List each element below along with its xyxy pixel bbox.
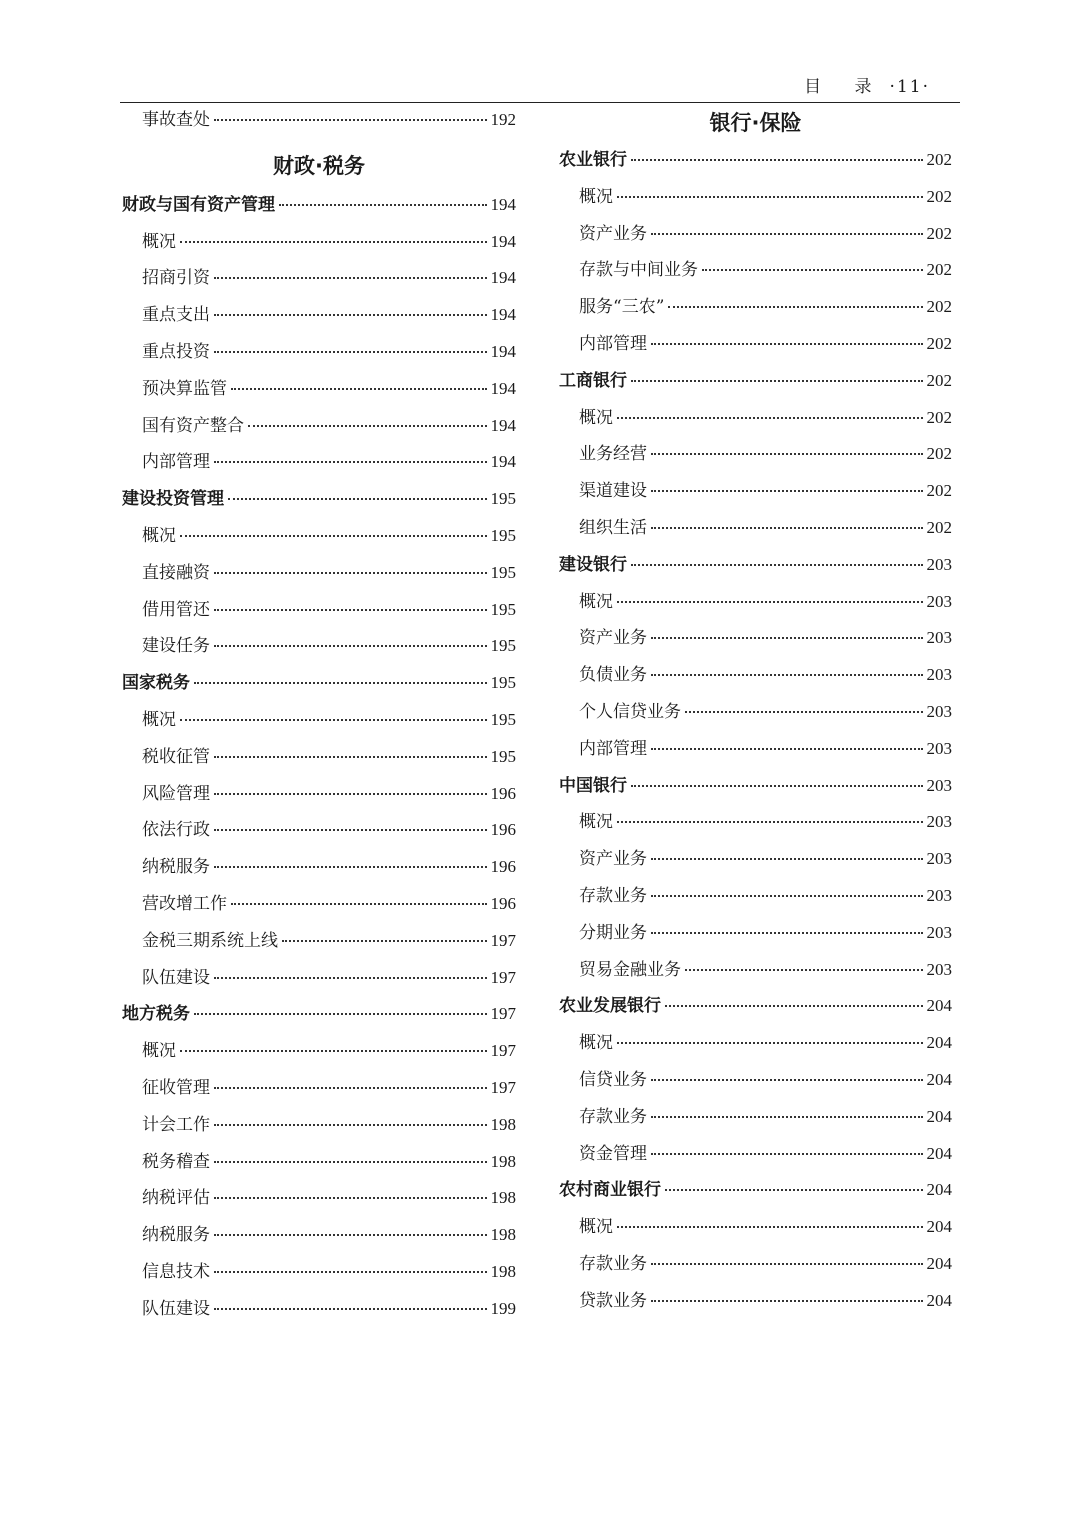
toc-entry-label: 税务稽查 — [142, 1151, 210, 1172]
dot-leader — [651, 636, 923, 639]
dot-leader — [651, 232, 923, 235]
toc-entry-page: 202 — [926, 223, 952, 243]
dot-leader — [631, 379, 923, 382]
toc-entry-label: 建设银行 — [559, 554, 627, 575]
toc-sub-entry[interactable] — [122, 334, 516, 371]
toc-entry-label: 农业发展银行 — [559, 996, 661, 1017]
toc-entry-page: 203 — [926, 849, 952, 869]
dot-leader — [617, 416, 923, 419]
toc-entry-label: 概况 — [579, 407, 613, 428]
dot-leader — [665, 1004, 923, 1007]
toc-entry-label: 风险管理 — [142, 783, 210, 804]
dot-leader — [214, 276, 487, 279]
dot-leader — [214, 1196, 487, 1199]
dot-leader — [214, 828, 487, 831]
toc-entry-page: 194 — [490, 341, 516, 361]
toc-entry-page: 194 — [490, 415, 516, 435]
toc-entry-page: 202 — [926, 260, 952, 280]
toc-sub-entry[interactable] — [122, 518, 516, 555]
toc-sub-entry[interactable] — [559, 510, 952, 547]
toc-sub-entry[interactable] — [122, 371, 516, 408]
toc-entry-page: 202 — [926, 150, 952, 169]
dot-leader — [279, 203, 487, 206]
toc-sub-entry[interactable] — [122, 923, 516, 960]
toc-sub-entry[interactable] — [122, 1033, 516, 1070]
toc-entry-label: 概况 — [579, 1217, 613, 1238]
toc-entry-page: 202 — [926, 444, 952, 464]
toc-entry-page: 194 — [490, 231, 516, 251]
dot-leader — [214, 1086, 487, 1089]
toc-sub-entry[interactable] — [122, 1107, 516, 1144]
toc-entry-page: 195 — [490, 673, 516, 693]
toc-entry-label: 渠道建设 — [579, 481, 647, 502]
toc-entry-page: 202 — [926, 186, 952, 206]
toc-entry-page: 198 — [490, 1225, 516, 1245]
toc-entry-page: 202 — [926, 481, 952, 501]
toc-entry-page: 194 — [490, 194, 516, 214]
toc-entry-label: 预决算监管 — [142, 378, 227, 399]
toc-sub-entry[interactable] — [122, 776, 516, 813]
dot-leader — [248, 424, 487, 427]
dot-leader — [631, 158, 923, 161]
dot-leader — [651, 1299, 923, 1302]
toc-sub-entry[interactable] — [122, 444, 516, 481]
dot-leader — [685, 968, 923, 971]
dot-leader — [214, 1123, 487, 1126]
toc-entry-label: 贷款业务 — [579, 1290, 647, 1311]
toc-entry-label: 概况 — [142, 525, 176, 546]
toc-entry-page: 196 — [490, 783, 516, 803]
toc-sub-entry[interactable] — [559, 878, 952, 915]
toc-sub-entry[interactable] — [559, 620, 952, 657]
dot-leader — [214, 1270, 487, 1273]
toc-entry-label: 征收管理 — [142, 1077, 210, 1098]
dot-leader — [651, 489, 923, 492]
toc-entry-page: 198 — [490, 1188, 516, 1208]
dot-leader — [651, 342, 923, 345]
toc-entry-label: 纳税服务 — [142, 1225, 210, 1246]
dot-leader — [214, 460, 487, 463]
dot-leader — [180, 240, 487, 243]
dot-leader — [651, 1078, 923, 1081]
toc-sub-entry[interactable] — [559, 436, 952, 473]
dot-leader — [631, 784, 923, 787]
toc-entry-label: 组织生活 — [579, 517, 647, 538]
toc-entry-page: 197 — [490, 1004, 516, 1024]
toc-sub-entry[interactable] — [122, 1291, 516, 1328]
dot-leader — [228, 497, 487, 500]
toc-sub-entry[interactable] — [559, 216, 952, 253]
toc-entry-label: 概况 — [579, 591, 613, 612]
toc-entry-page: 204 — [926, 1253, 952, 1273]
section-title-bank-insurance: 银行·保险 — [709, 111, 802, 135]
toc-entry-label: 资金管理 — [579, 1143, 647, 1164]
dot-leader — [651, 857, 923, 860]
toc-entry-label: 分期业务 — [579, 922, 647, 943]
toc-entry-page: 203 — [926, 812, 952, 832]
toc-entry-page: 204 — [926, 1106, 952, 1126]
toc-entry-page: 194 — [490, 378, 516, 398]
toc-sub-entry[interactable] — [559, 473, 952, 510]
toc-column-left — [122, 102, 516, 1328]
toc-entry-page: 202 — [926, 407, 952, 427]
dot-leader — [214, 350, 487, 353]
toc-sub-entry[interactable] — [559, 1136, 952, 1173]
toc-entry-page: 194 — [490, 452, 516, 472]
toc-sub-entry[interactable] — [122, 1180, 516, 1217]
dot-leader — [631, 563, 923, 566]
dot-leader — [651, 452, 923, 455]
toc-entry-page: 195 — [490, 525, 516, 545]
toc-sub-entry[interactable] — [122, 812, 516, 849]
toc-entry-page: 202 — [926, 370, 952, 390]
dot-leader — [214, 118, 487, 121]
dot-leader — [180, 1049, 487, 1052]
toc-sub-entry[interactable] — [122, 1144, 516, 1181]
toc-entry-label: 重点投资 — [142, 341, 210, 362]
toc-sub-entry[interactable] — [559, 694, 952, 731]
dot-leader — [214, 313, 487, 316]
toc-main-entry[interactable] — [122, 996, 516, 1033]
toc-entry-page: 202 — [926, 333, 952, 353]
toc-column-right — [559, 102, 952, 1320]
toc-entry-label: 工商银行 — [559, 370, 627, 391]
toc-sub-entry[interactable] — [122, 555, 516, 592]
toc-entry-label: 队伍建设 — [142, 967, 210, 988]
dot-leader — [194, 681, 487, 684]
toc-main-entry[interactable] — [559, 1172, 952, 1209]
toc-entry-label: 贸易金融业务 — [579, 959, 681, 980]
toc-sub-entry[interactable] — [122, 297, 516, 334]
toc-entry-page: 192 — [490, 110, 516, 129]
toc-sub-entry[interactable] — [122, 886, 516, 923]
toc-sub-entry[interactable] — [559, 584, 952, 621]
toc-entry-label: 概况 — [142, 231, 176, 252]
toc-sub-entry[interactable] — [122, 224, 516, 261]
toc-sub-entry[interactable] — [559, 1025, 952, 1062]
toc-sub-entry[interactable] — [122, 702, 516, 739]
toc-entry-label: 计会工作 — [142, 1114, 210, 1135]
toc-entry-label: 概况 — [142, 709, 176, 730]
dot-leader — [214, 1307, 487, 1310]
toc-sub-entry[interactable] — [559, 1062, 952, 1099]
toc-entry-label: 纳税服务 — [142, 857, 210, 878]
dot-leader — [651, 526, 923, 529]
toc-main-entry[interactable] — [122, 665, 516, 702]
header-title: 目 录 — [804, 77, 886, 97]
toc-entry-page: 196 — [490, 820, 516, 840]
dot-leader — [282, 939, 487, 942]
toc-main-entry[interactable] — [559, 988, 952, 1025]
dot-leader — [231, 902, 487, 905]
toc-entry-label: 存款与中间业务 — [579, 260, 698, 281]
toc-entry-page: 203 — [926, 775, 952, 795]
toc-entry-label: 内部管理 — [579, 738, 647, 759]
dot-leader — [617, 1225, 923, 1228]
dot-leader — [214, 571, 487, 574]
toc-entry-label: 存款业务 — [579, 1253, 647, 1274]
toc-sub-entry[interactable] — [122, 1070, 516, 1107]
toc-entry-label: 招商引资 — [142, 268, 210, 289]
dot-leader — [651, 894, 923, 897]
toc-main-entry[interactable] — [559, 768, 952, 805]
dot-leader — [231, 387, 487, 390]
toc-entry-page: 195 — [490, 489, 516, 509]
dot-leader — [651, 931, 923, 934]
dot-leader — [617, 195, 923, 198]
toc-entry-label: 财政与国有资产管理 — [122, 194, 275, 215]
toc-entry-page: 199 — [490, 1298, 516, 1318]
toc-entry-page: 195 — [490, 599, 516, 619]
dot-leader — [665, 1188, 923, 1191]
toc-sub-entry[interactable] — [559, 915, 952, 952]
toc-entry-label: 概况 — [142, 1041, 176, 1062]
toc-entry-label: 事故查处 — [142, 110, 210, 130]
toc-sub-entry[interactable] — [559, 1283, 952, 1320]
toc-sub-entry[interactable] — [122, 408, 516, 445]
toc-entry-label: 金税三期系统上线 — [142, 930, 278, 951]
toc-entry-label: 建设投资管理 — [122, 489, 224, 510]
toc-entry-page: 195 — [490, 746, 516, 766]
toc-entry-page: 202 — [926, 517, 952, 537]
toc-entry-page: 203 — [926, 959, 952, 979]
toc-entry-label: 信贷业务 — [579, 1069, 647, 1090]
toc-entry-page: 197 — [490, 1077, 516, 1097]
toc-sub-entry[interactable] — [559, 1246, 952, 1283]
header-text — [804, 72, 930, 97]
dot-leader — [702, 268, 923, 271]
dot-leader — [651, 673, 923, 676]
toc-entry-page: 203 — [926, 885, 952, 905]
toc-entry-label: 队伍建设 — [142, 1298, 210, 1319]
toc-sub-entry[interactable] — [122, 960, 516, 997]
toc-sub-entry[interactable] — [559, 326, 952, 363]
toc-main-entry[interactable] — [559, 363, 952, 400]
toc-entry-page: 194 — [490, 268, 516, 288]
toc-entry-page: 196 — [490, 857, 516, 877]
dot-leader — [214, 976, 487, 979]
toc-entry-page: 198 — [490, 1261, 516, 1281]
toc-sub-entry[interactable] — [122, 628, 516, 665]
toc-entry-page: 195 — [490, 636, 516, 656]
toc-entry-label: 内部管理 — [579, 333, 647, 354]
toc-entry-page: 203 — [926, 738, 952, 758]
toc-entry-label: 地方税务 — [122, 1004, 190, 1025]
toc-entry-page: 202 — [926, 297, 952, 317]
toc-sub-entry[interactable] — [559, 1209, 952, 1246]
toc-main-entry[interactable] — [559, 547, 952, 584]
dot-leader — [651, 747, 923, 750]
toc-entry-label: 借用管还 — [142, 599, 210, 620]
dot-leader — [180, 718, 487, 721]
toc-main-entry[interactable] — [559, 142, 952, 179]
dot-leader — [651, 1115, 923, 1118]
dot-leader — [617, 600, 923, 603]
toc-entry-page: 203 — [926, 628, 952, 648]
toc-entry-page: 198 — [490, 1114, 516, 1134]
toc-sub-entry[interactable] — [559, 400, 952, 437]
dot-leader — [668, 305, 922, 308]
toc-sub-entry[interactable] — [559, 952, 952, 989]
toc-sub-entry[interactable] — [559, 252, 952, 289]
toc-entry-page: 195 — [490, 709, 516, 729]
toc-entry-page: 204 — [926, 1069, 952, 1089]
toc-entry-page: 204 — [926, 1217, 952, 1237]
toc-entry-label: 资产业务 — [579, 223, 647, 244]
toc-entry-page: 204 — [926, 1033, 952, 1053]
toc-entry-label: 国家税务 — [122, 673, 190, 694]
toc-entry-page: 194 — [490, 305, 516, 325]
dot-leader — [651, 1262, 923, 1265]
toc-entry-label: 国有资产整合 — [142, 415, 244, 436]
toc-sub-entry[interactable] — [559, 731, 952, 768]
toc-entry-page: 204 — [926, 1290, 952, 1310]
toc-entry-label: 资产业务 — [579, 628, 647, 649]
toc-entry-label: 概况 — [579, 812, 613, 833]
toc-entry-label: 资产业务 — [579, 849, 647, 870]
header-page-number: ·11· — [889, 77, 930, 97]
toc-entry-page: 203 — [926, 591, 952, 611]
dot-leader — [214, 644, 487, 647]
dot-leader — [180, 534, 487, 537]
toc-sub-entry[interactable] — [559, 841, 952, 878]
toc-entry-page: 204 — [926, 996, 952, 1016]
dot-leader — [214, 1233, 487, 1236]
toc-entry-page: 197 — [490, 930, 516, 950]
toc-entry-page: 203 — [926, 554, 952, 574]
toc-sub-entry[interactable] — [559, 289, 952, 326]
toc-entry-label: 农业银行 — [559, 150, 627, 170]
toc-entry-page: 204 — [926, 1180, 952, 1200]
toc-sub-entry[interactable] — [559, 657, 952, 694]
toc-entry-label: 服务“三农” — [579, 297, 665, 318]
toc-entry-label: 中国银行 — [559, 775, 627, 796]
toc-sub-entry[interactable] — [559, 1099, 952, 1136]
toc-entry-label: 个人信贷业务 — [579, 701, 681, 722]
dot-leader — [617, 820, 923, 823]
toc-entry-label: 营改增工作 — [142, 893, 227, 914]
toc-main-entry[interactable] — [122, 187, 516, 224]
toc-entry-label: 重点支出 — [142, 305, 210, 326]
toc-sub-entry[interactable] — [122, 1217, 516, 1254]
toc-entry-label: 纳税评估 — [142, 1188, 210, 1209]
dot-leader — [651, 1152, 923, 1155]
toc-entry-label: 直接融资 — [142, 562, 210, 583]
toc-entry-label: 信息技术 — [142, 1261, 210, 1282]
toc-entry-page: 196 — [490, 893, 516, 913]
toc-entry-page: 204 — [926, 1143, 952, 1163]
toc-entry-page: 203 — [926, 922, 952, 942]
dot-leader — [214, 608, 487, 611]
dot-leader — [194, 1012, 487, 1015]
toc-entry-page: 197 — [490, 1041, 516, 1061]
toc-sub-entry[interactable] — [122, 592, 516, 629]
dot-leader — [617, 1041, 923, 1044]
toc-entry-label: 依法行政 — [142, 820, 210, 841]
toc-entry-page: 195 — [490, 562, 516, 582]
toc-entry-label: 存款业务 — [579, 885, 647, 906]
dot-leader — [214, 865, 487, 868]
section-title-finance-tax: 财政·税务 — [273, 153, 365, 178]
toc-entry-label: 建设任务 — [142, 636, 210, 657]
toc-entry-label: 存款业务 — [579, 1106, 647, 1127]
toc-entry-label: 内部管理 — [142, 452, 210, 473]
toc-main-entry[interactable] — [122, 481, 516, 518]
toc-entry-page: 203 — [926, 665, 952, 685]
toc-sub-entry[interactable] — [122, 1254, 516, 1291]
page-header — [120, 70, 960, 103]
toc-sub-entry[interactable] — [122, 739, 516, 776]
dot-leader — [214, 755, 487, 758]
toc-entry-page: 203 — [926, 701, 952, 721]
toc-entry-page: 197 — [490, 967, 516, 987]
toc-entry-page: 198 — [490, 1151, 516, 1171]
toc-sub-entry[interactable] — [559, 804, 952, 841]
toc-entry-label: 概况 — [579, 1033, 613, 1054]
dot-leader — [214, 792, 487, 795]
dot-leader — [685, 710, 923, 713]
toc-entry-label: 负债业务 — [579, 665, 647, 686]
toc-entry-label: 概况 — [579, 186, 613, 207]
toc-sub-entry[interactable] — [122, 102, 516, 139]
toc-sub-entry[interactable] — [559, 179, 952, 216]
toc-entry-label: 税收征管 — [142, 746, 210, 767]
toc-entry-label: 业务经营 — [579, 444, 647, 465]
toc-sub-entry[interactable] — [122, 849, 516, 886]
toc-sub-entry[interactable] — [122, 260, 516, 297]
toc-entry-label: 农村商业银行 — [559, 1180, 661, 1201]
dot-leader — [214, 1160, 487, 1163]
